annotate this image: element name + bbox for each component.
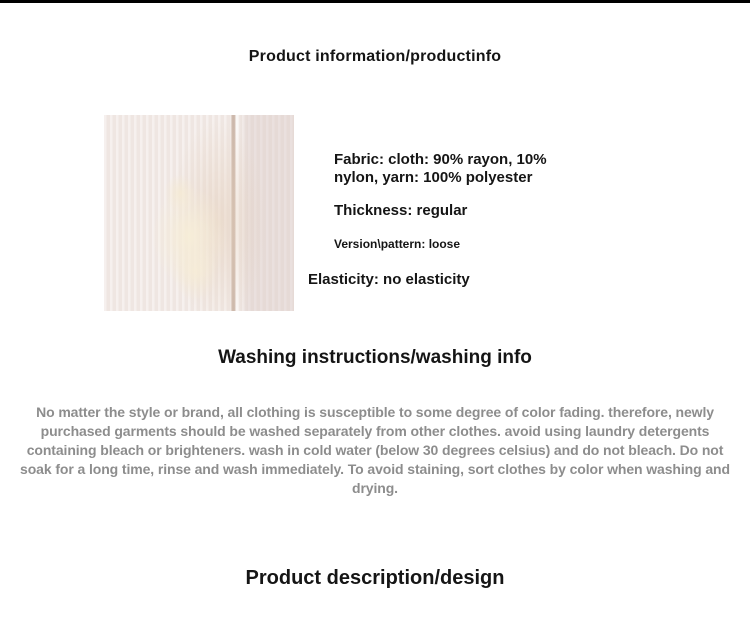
product-information-heading: Product information/productinfo [248,48,502,65]
thickness-spec-text: Thickness: regular [334,202,468,219]
washing-instructions-heading: Washing instructions/washing info [218,347,532,368]
top-border [0,0,750,3]
fabric-spec-text: Fabric: cloth: 90% rayon, 10% nylon, yarn: 100% polyester [334,151,547,186]
washing-instructions-text: No matter the style or brand, all clothing is susceptible to some degree of color fading. therefore, newly purchased garments should be washed separately from other clothes. avoid using laundry detergents containing bleach or brighteners. wash in cold water (below 30 degrees celsius) and do not bleach. Do not soak for a long time, rinse and wash immediately. To avoid staining, sort clothes by color when washing and drying. [20,404,730,496]
product-description-heading: Product description/design [245,567,505,589]
version-pattern-spec-text: Version\pattern: loose [334,237,461,251]
product-fabric-photo [104,115,294,311]
elasticity-spec-text: Elasticity: no elasticity [308,271,470,288]
